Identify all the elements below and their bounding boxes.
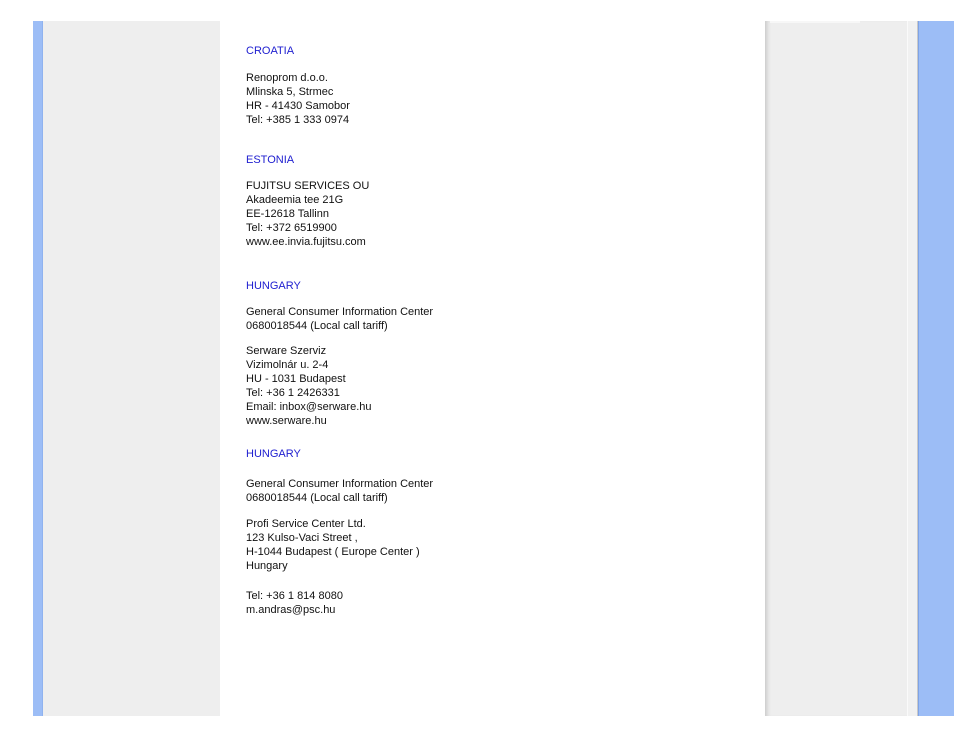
right-sidebar-edge (907, 21, 918, 716)
company-name: FUJITSU SERVICES OU (246, 180, 370, 192)
contact-block-serware (246, 344, 372, 428)
contact-block-croatia (246, 71, 350, 127)
right-sidebar (765, 21, 907, 716)
address-line: Vizimolnár u. 2-4 (246, 359, 329, 371)
contact-details-profi-service (246, 589, 343, 617)
city-line: H-1044 Budapest ( Europe Center ) (246, 546, 420, 558)
info-center-block (246, 477, 433, 505)
email-line: Email: inbox@serware.hu (246, 401, 372, 413)
country-line: Hungary (246, 560, 288, 572)
phone-line: Tel: +385 1 333 0974 (246, 114, 350, 126)
info-center-name: General Consumer Information Center (246, 306, 434, 318)
country-heading-hungary: HUNGARY (246, 280, 301, 292)
left-accent-bar (33, 21, 43, 716)
right-accent-bar (918, 21, 954, 716)
left-sidebar (43, 21, 220, 716)
contact-block-estonia (246, 179, 369, 249)
phone-line: Tel: +36 1 814 8080 (246, 590, 343, 602)
company-name: Profi Service Center Ltd. (246, 518, 366, 530)
country-heading-hungary-2: HUNGARY (246, 448, 301, 460)
city-line: EE-12618 Tallinn (246, 208, 329, 220)
info-center-phone: 0680018544 (Local call tariff) (246, 320, 388, 332)
info-center-name: General Consumer Information Center (246, 478, 434, 490)
country-heading-croatia: CROATIA (246, 45, 295, 57)
country-heading-estonia: ESTONIA (246, 154, 295, 166)
website-line: www.ee.invia.fujitsu.com (246, 236, 366, 248)
address-line: Mlinska 5, Strmec (246, 86, 334, 98)
main-content (220, 21, 765, 716)
right-sidebar-top-edge (770, 21, 860, 23)
company-name: Serware Szerviz (246, 345, 327, 357)
contact-block-profi-service (246, 517, 420, 573)
email-line: m.andras@psc.hu (246, 604, 336, 616)
city-line: HU - 1031 Budapest (246, 373, 346, 385)
address-line: 123 Kulso-Vaci Street , (246, 532, 358, 544)
website-line: www.serware.hu (246, 415, 327, 427)
info-center-block (246, 305, 433, 333)
company-name: Renoprom d.o.o. (246, 72, 328, 84)
city-line: HR - 41430 Samobor (246, 100, 350, 112)
info-center-phone: 0680018544 (Local call tariff) (246, 492, 388, 504)
address-line: Akadeemia tee 21G (246, 194, 344, 206)
phone-line: Tel: +36 1 2426331 (246, 387, 340, 399)
phone-line: Tel: +372 6519900 (246, 222, 337, 234)
